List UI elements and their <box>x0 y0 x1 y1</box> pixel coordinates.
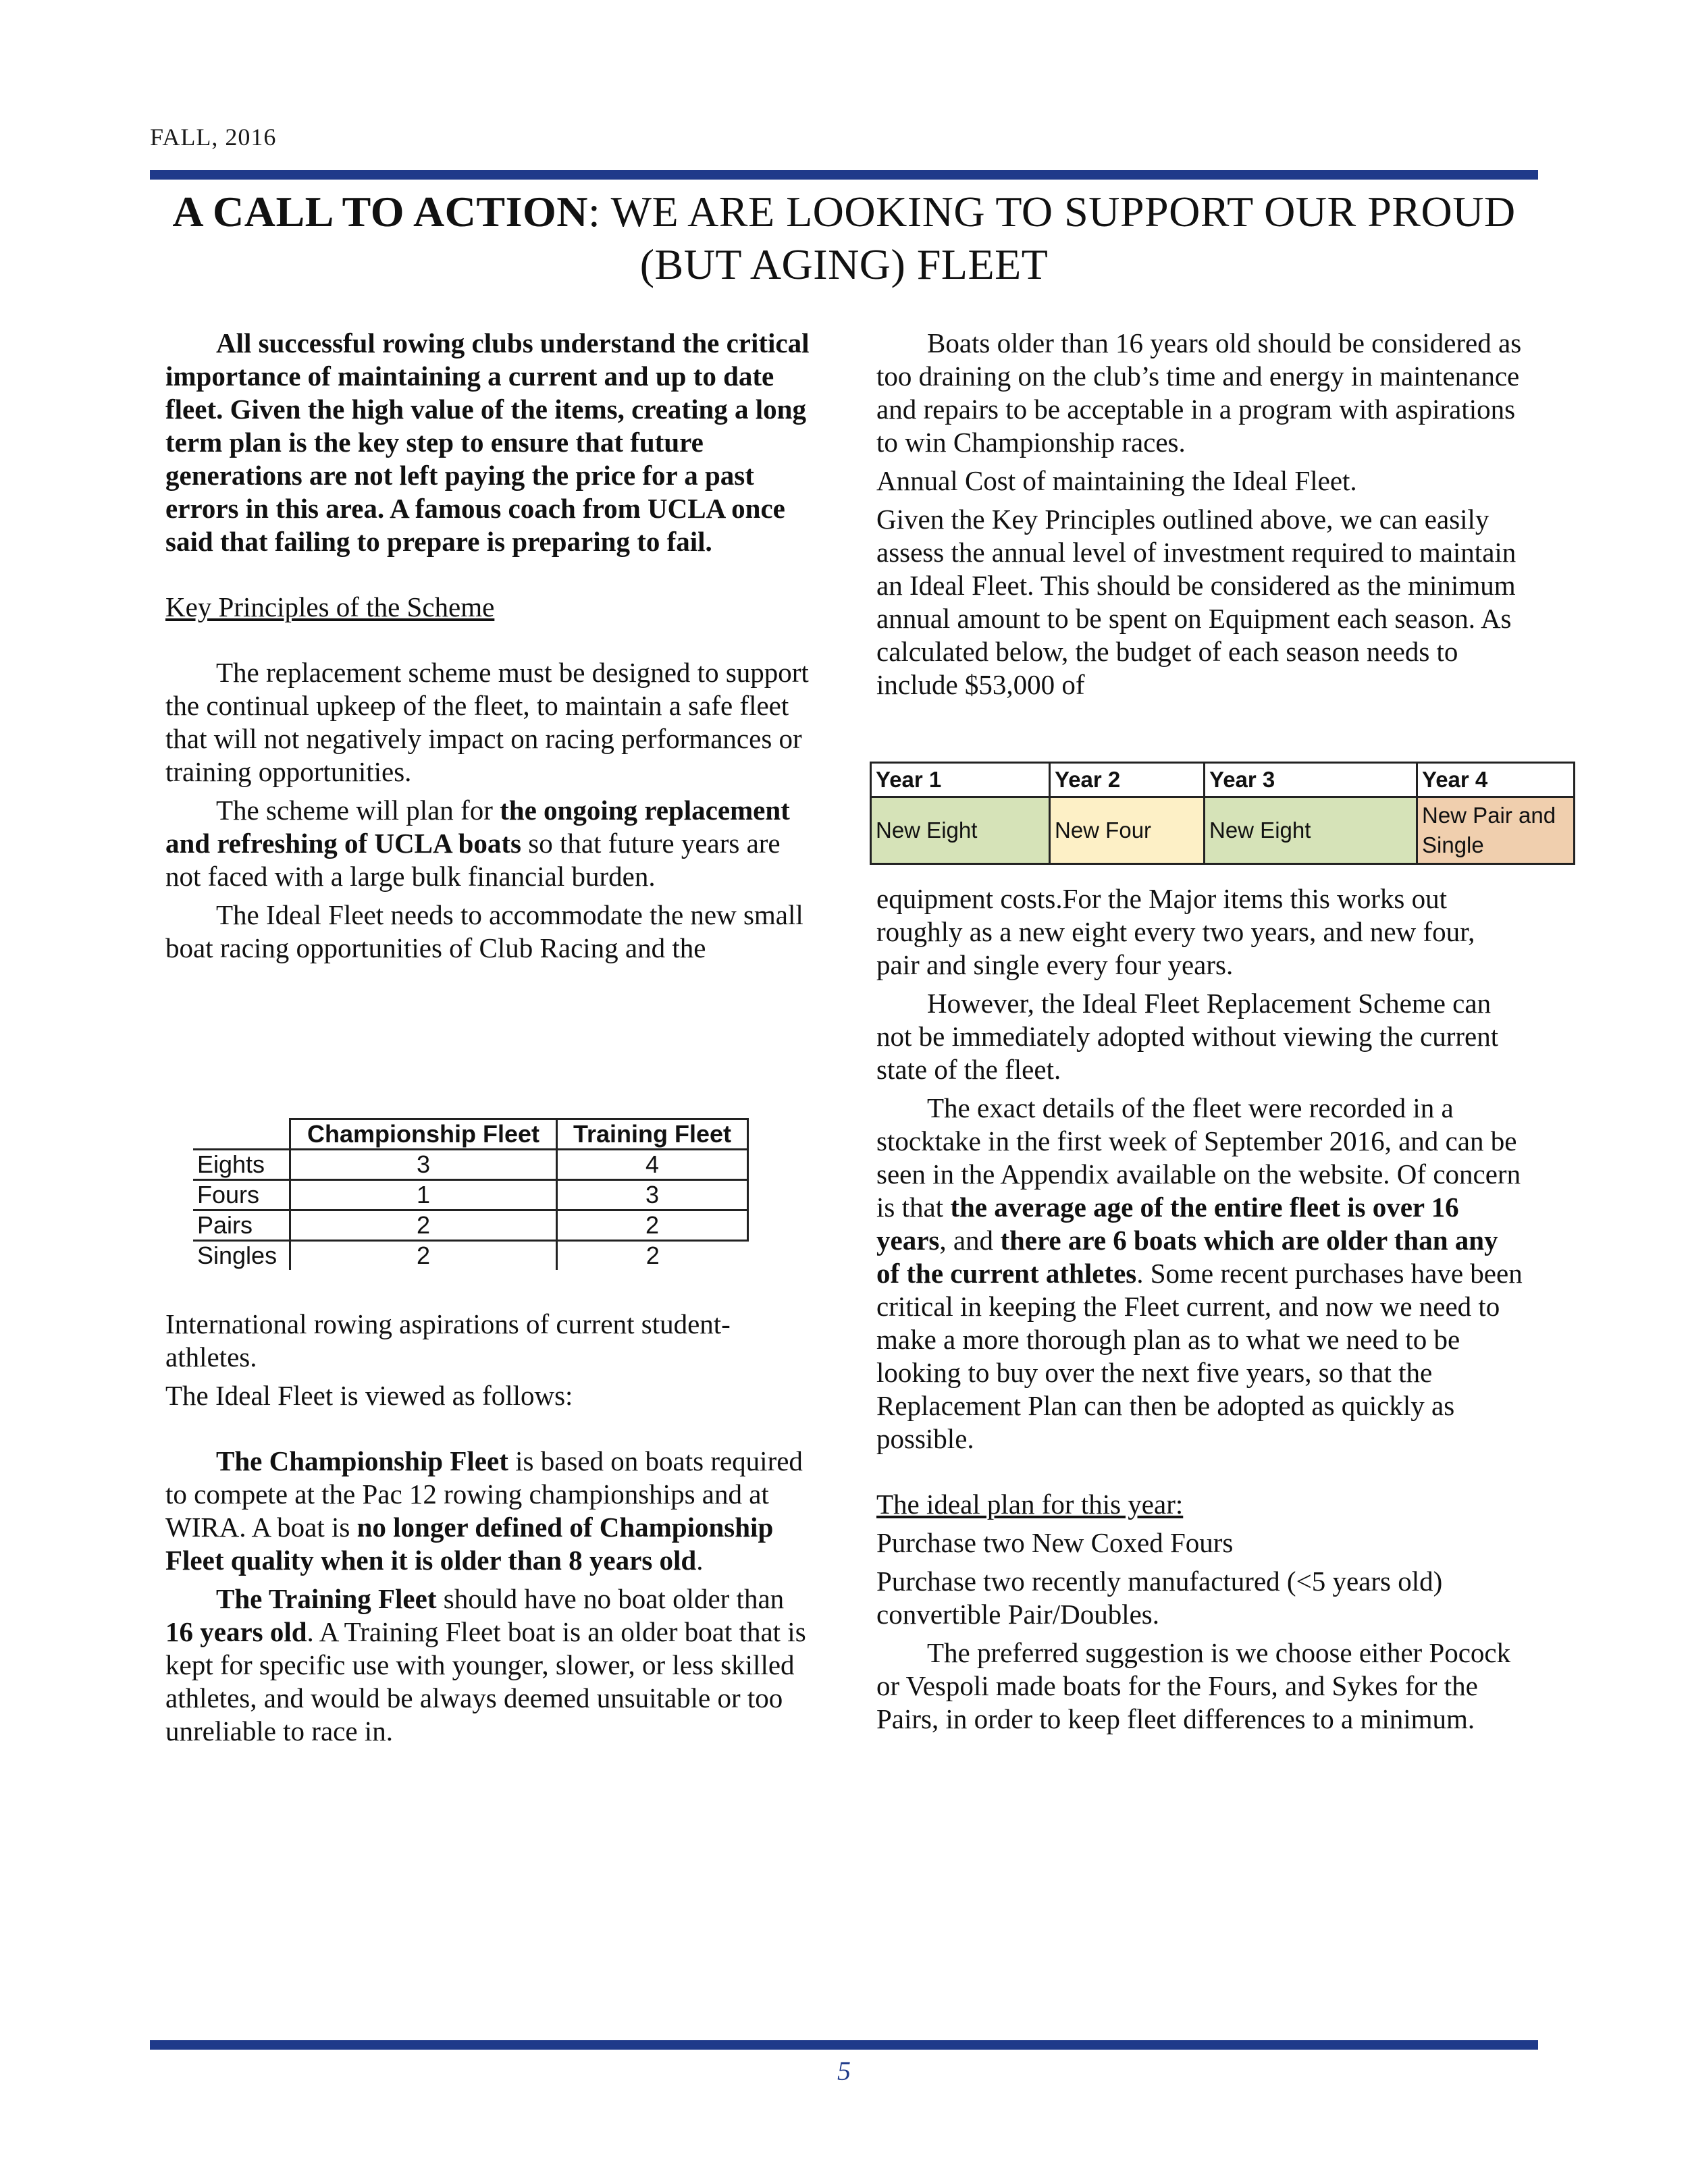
p2-bold: the ongoing replacement and refreshing of UCLA boats <box>165 795 790 859</box>
key-principles-heading: Key Principles of the Scheme <box>165 591 495 622</box>
training-fleet-paragraph <box>165 1582 814 1748</box>
table-row <box>193 1150 748 1180</box>
p6-text-b: , and <box>939 1225 1001 1256</box>
year-header-1: Year 1 <box>871 763 1050 797</box>
training-bold-2: 16 years old <box>165 1616 307 1647</box>
fleet-table-header-championship: Championship Fleet <box>290 1119 557 1150</box>
table-row <box>193 1210 748 1241</box>
year-table <box>870 762 1575 865</box>
main-title-rest: : WE ARE LOOKING TO SUPPORT OUR PROUD (BUT AGING) FLEET <box>587 188 1516 288</box>
main-title <box>150 186 1538 291</box>
plan-item-2: Purchase two recently manufactured (<5 years old) convertible Pair/Doubles. <box>876 1566 1443 1630</box>
principles-paragraph-5: The Ideal Fleet is viewed as follows: <box>165 1380 573 1411</box>
cell-fours-championship: 1 <box>290 1180 557 1210</box>
p2-text-b: so that future years are not faced with a large bulk financial burden. <box>165 828 781 892</box>
year-table-header-row <box>871 763 1575 797</box>
right-paragraph-4: equipment costs.For the Major items this works out roughly as a new eight every two years, and new four, pair and single every four years. <box>876 883 1475 980</box>
row-label-pairs: Pairs <box>193 1210 290 1241</box>
fleet-table-header-training: Training Fleet <box>557 1119 748 1150</box>
right-paragraph-2: Annual Cost of maintaining the Ideal Fleet. <box>876 465 1357 496</box>
left-column <box>165 327 814 1753</box>
cell-eights-training: 4 <box>557 1150 748 1180</box>
right-paragraph-6 <box>876 1092 1525 1456</box>
p6-bold-2: there are 6 boats which are older than any of the current athletes <box>876 1225 1498 1289</box>
right-paragraph-1: Boats older than 16 years old should be considered as too draining on the club’s time and energy in maintenance and repairs to be acceptable in a program with aspirations to win Championship races. <box>876 327 1522 458</box>
principles-paragraph-4: International rowing aspirations of current student-athletes. <box>165 1308 731 1373</box>
cell-fours-training: 3 <box>557 1180 748 1210</box>
year-1-value: New Eight <box>871 797 1050 864</box>
main-title-bold: A CALL TO ACTION <box>172 188 588 236</box>
year-2-value: New Four <box>1050 797 1205 864</box>
bottom-rule <box>150 2040 1538 2050</box>
cell-singles-championship: 2 <box>290 1241 557 1271</box>
cell-eights-championship: 3 <box>290 1150 557 1180</box>
row-label-fours: Fours <box>193 1180 290 1210</box>
plan-item-1: Purchase two New Coxed Fours <box>876 1527 1234 1558</box>
table-row <box>193 1241 748 1271</box>
row-label-eights: Eights <box>193 1150 290 1180</box>
year-header-3: Year 3 <box>1205 763 1417 797</box>
fleet-table-header-row <box>193 1119 748 1150</box>
championship-fleet-paragraph <box>165 1445 814 1577</box>
principles-paragraph-3: The Ideal Fleet needs to accommodate the new small boat racing opportunities of Club Racing and the <box>165 899 803 963</box>
cell-singles-training: 2 <box>557 1241 748 1271</box>
training-text-a: should have no boat older than <box>436 1583 785 1614</box>
year-3-value: New Eight <box>1205 797 1417 864</box>
p6-text-c: . Some recent purchases have been critical in keeping the Fleet current, and now we need to make a more thorough plan as to what we need to be looking to buy over the next five years, so that the Replacement Plan can then be adopted as quickly as possible. <box>876 1258 1523 1454</box>
intro-text: All successful rowing clubs understand the critical importance of maintaining a current and up to date fleet. Given the high value of the items, creating a long term plan is the key step to ensure that future generations are not left paying the price for a past errors in this area. A famous coach from UCLA once said that failing to prepare is preparing to fail. <box>165 327 810 557</box>
cell-pairs-training: 2 <box>557 1210 748 1241</box>
year-4-value: New Pair and Single <box>1417 797 1575 864</box>
right-paragraph-7: The preferred suggestion is we choose either Pocock or Vespoli made boats for the Fours, and Sykes for the Pairs, in order to keep fleet differences to a minimum. <box>876 1637 1511 1734</box>
plan-heading: The ideal plan for this year: <box>876 1489 1184 1520</box>
right-paragraph-3: Given the Key Principles outlined above, we can easily assess the annual level of investment required to maintain an Ideal Fleet. This should be considered as the minimum annual amount to be spent on Equipment each season. As calculated below, the budget of each season needs to include $53,000 of <box>876 504 1516 700</box>
right-column <box>876 327 1525 1741</box>
table-row <box>193 1180 748 1210</box>
year-header-4: Year 4 <box>1417 763 1575 797</box>
p6-text-a: The exact details of the fleet were recorded in a stocktake in the first week of September 2016, and can be seen in the Appendix available on the website. Of concern is that <box>876 1092 1521 1223</box>
page-number: 5 <box>837 2056 851 2086</box>
principles-paragraph-1: The replacement scheme must be designed to support the continual upkeep of the fleet, to maintain a safe fleet that will not negatively impact on racing performances or training opportunities. <box>165 657 809 787</box>
intro-paragraph <box>165 327 814 558</box>
year-header-2: Year 2 <box>1050 763 1205 797</box>
row-label-singles: Singles <box>197 1242 278 1269</box>
training-text-b: . A Training Fleet boat is an older boat that is kept for specific use with younger, slower, or less skilled athletes, and would be always deemed unsuitable or too unreliable to race in. <box>165 1616 806 1747</box>
principles-paragraph-2 <box>165 794 814 893</box>
p6-bold-1: the average age of the entire fleet is over 16 years <box>876 1192 1459 1256</box>
top-rule <box>150 170 1538 180</box>
right-paragraph-5: However, the Ideal Fleet Replacement Scheme can not be immediately adopted without viewing the current state of the fleet. <box>876 988 1499 1085</box>
fleet-table-corner <box>193 1119 290 1150</box>
training-fleet-bold: The Training Fleet <box>216 1583 437 1614</box>
header-date: FALL, 2016 <box>150 124 277 151</box>
championship-text-b: . <box>696 1545 704 1576</box>
championship-text-a: is based on boats required to compete at the Pac 12 rowing championships and at WIRA. A boat is <box>165 1445 803 1543</box>
championship-fleet-bold: The Championship Fleet <box>216 1445 508 1476</box>
cell-pairs-championship: 2 <box>290 1210 557 1241</box>
p2-text-a: The scheme will plan for <box>216 795 500 826</box>
championship-bold-2: no longer defined of Championship Fleet quality when it is older than 8 years old <box>165 1512 774 1576</box>
fleet-table <box>193 1118 749 1270</box>
year-table-value-row <box>871 797 1575 864</box>
